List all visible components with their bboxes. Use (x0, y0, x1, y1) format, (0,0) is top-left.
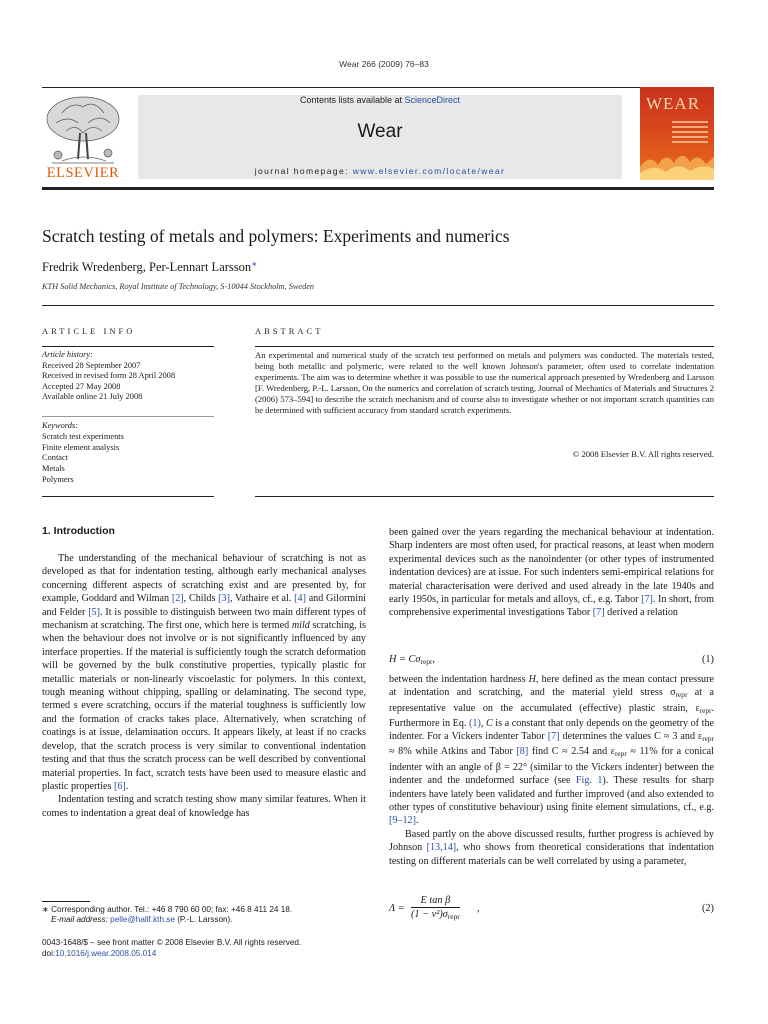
cover-text-lines (672, 121, 708, 146)
keyword-item: Finite element analysis (42, 442, 120, 452)
history-revised: Received in revised form 28 April 2008 (42, 371, 176, 381)
citation-link[interactable]: [6] (113, 780, 126, 792)
article-info-divider (42, 416, 214, 417)
homepage-prefix: journal homepage: (254, 166, 353, 176)
corresponding-author-note: ∗ Corresponding author. Tel.: +46 8 790 60 00; fax: +46 8 411 24 18. (42, 905, 293, 914)
title-rule (42, 305, 714, 306)
equation-fraction: E tan β $(1 - \nu^2)\sigma_{repr}$ (411, 895, 460, 921)
abstract-heading: ABSTRACT (255, 326, 324, 336)
cover-title: WEAR (646, 94, 701, 113)
keyword-item: Metals (42, 464, 65, 474)
abstract-copyright: © 2008 Elsevier B.V. All rights reserved. (572, 449, 714, 459)
citation-link[interactable]: [7] (547, 731, 560, 743)
abstract-rule-bottom (255, 496, 714, 497)
issn-line: 0043-1648/$ – see front matter © 2008 Elsevier B.V. All rights reserved. (42, 938, 302, 947)
citation-link[interactable]: [9–12] (389, 815, 416, 827)
journal-name: Wear (357, 121, 403, 142)
citation-link[interactable]: [7] (641, 594, 653, 606)
paragraph: Based partly on the above discussed results, further progress is achieved by Johnson [13,14], who shows from theoretical considerations that indentation testing on different materials can be well correlated by using a parameter, (389, 828, 714, 867)
footnote (42, 905, 366, 926)
author-affiliation: KTH Solid Mechanics, Royal Institute of Technology, S-10044 Stockholm, Sweden (42, 282, 315, 291)
doi-link[interactable]: 10.1016/j.wear.2008.05.014 (55, 948, 157, 958)
keyword-item: Polymers (42, 474, 74, 484)
keywords-list (42, 421, 214, 486)
history-accepted: Accepted 27 May 2008 (42, 381, 121, 391)
journal-cover-image (640, 87, 714, 180)
email-link[interactable]: pelle@hallf.kth.se (110, 915, 175, 925)
keyword-item: Scratch test experiments (42, 431, 124, 441)
journal-homepage-link[interactable]: www.elsevier.com/locate/wear (352, 166, 506, 176)
history-received: Received 28 September 2007 (42, 360, 141, 370)
issn-block (42, 938, 366, 959)
paragraph: been gained over the years regarding the mechanical behaviour at indentation. Sharp indenters are most often used, for practical reasons, at least when modern experimental devices such as the nanoindenter (or other types of instrumented indentation devices) are at issue. For such indenters semi-empirical relations for material characterisation were derived and used already in the late 1940s and early 1950s, in particular for metals and alloys, cf., e.g. Tabor [7]. In short, from comprehensive experimental investigations Tabor [7] derived a relation (389, 527, 714, 619)
publisher-wordmark: ELSEVIER (46, 165, 120, 181)
equation-number: (1) (701, 654, 714, 665)
citation-link[interactable]: [8] (516, 746, 529, 758)
journal-citation: Wear 266 (2009) 76–83 (339, 59, 429, 69)
citation-link[interactable]: [4] (294, 593, 306, 605)
history-label: Article history: (42, 350, 93, 359)
history-online: Available online 21 July 2008 (42, 392, 143, 402)
contents-line (138, 95, 622, 105)
citation-link[interactable]: [2] (171, 593, 184, 605)
equation-1: $H = C\sigma_{repr}$, (1) (389, 654, 714, 666)
doi-line: doi:10.1016/j.wear.2008.05.014 (42, 948, 157, 958)
journal-homepage-line (138, 166, 622, 176)
article-info-heading: ARTICLE INFO (42, 326, 136, 336)
figure-link[interactable]: Fig. 1 (575, 775, 603, 787)
paper-title: Scratch testing of metals and polymers: Experiments and numerics (42, 226, 510, 246)
section-heading: 1. Introduction (42, 525, 115, 537)
citation-link[interactable]: [5] (88, 606, 100, 618)
footnote-rule (42, 901, 90, 902)
paper-authors (42, 259, 257, 275)
equation-number: (2) (701, 903, 714, 914)
paragraph: between the indentation hardness H, here defined as the mean contact pressure at indentation and scratching, and the material yield stress $\sigma_{repr}$ at a representative value on the accumulated (effective) plastic strain, $\varepsilon_{repr}$. Furthermore in Eq. (1), C is a constant that only depends on the geometry of the indenter. For a Vickers indenter Tabor [7] determines the values C ≈ 3 and $\varepsilon_{repr} \approx 8\%$ while Atkins and Tabor [8] find C ≈ 2.54 and $\varepsilon_{repr} \approx 11\%$ for a conical indenter with an angle of β = 22° (similar to the Vickers indenter) between the indenter and the undeformed surface (see Fig. 1). These results for sharp indenters have lately been validated and further improved (and also extended to other types of constitutive behaviour) using finite element simulations, cf., e.g. [9–12]. (389, 674, 715, 827)
citation-link[interactable]: [3] (218, 593, 230, 605)
paragraph: The understanding of the mechanical behaviour of scratching is not as developed as that for indentation testing, although early mechanical analyses concerning different aspects of scratching exist and are presented by, for example, Goddard and Wilman [2], Childs [3], Vathaire et al. [4] and Gilormini and Felder [5]. It is possible to distinguish between two main different types of mechanism at scratching. The first one, which here is termed mild scratching, is when the behaviour does not involve or is not significantly influenced by any interface properties. If the material is sufficiently tough the scratch deformation will be governed by the bulk constitutive properties, typically plastic for metallic materials or non-linearly viscoelastic for polymers. In this context, tough meaning without chipping, spalling or delaminating. The second type, termed s evere scratching, occurs if the material toughness is sufficiently low and the formation of cracks takes place. Alternatively, when scratching of coatings is at issue, delamination occurs. It appears likely, at least if no cracks develop, that the scratch process is very similar to conventional indentation testing and that thus the scratch process can be well described by conventional material properties. In fact, scratch tests have been used to measure elastic and plastic properties [6]. (42, 553, 366, 792)
paragraph: Indentation testing and scratch testing show many similar features. When it comes to indentation a great deal of knowledge has (42, 794, 366, 819)
equation-link[interactable]: (1) (469, 717, 481, 729)
sciencedirect-link[interactable]: ScienceDirect (404, 95, 461, 105)
article-history (42, 350, 214, 403)
keyword-item: Contact (42, 453, 69, 463)
keywords-label: Keywords: (42, 421, 78, 430)
header-rule-bottom (42, 187, 714, 190)
right-column-body (389, 673, 714, 868)
citation-link[interactable]: [7] (592, 607, 605, 619)
left-column (42, 552, 366, 820)
header-rule-top (42, 87, 714, 88)
citation-link[interactable]: [13,14] (426, 842, 457, 854)
email-line: E-mail address: pelle@hallf.kth.se (P.-L. Larsson). (51, 915, 233, 925)
equation-2: Λ = E tan β $(1 - \nu^2)\sigma_{repr}$ , (2) (389, 895, 714, 921)
right-column-top (389, 526, 714, 620)
cover-artwork (640, 147, 714, 180)
contents-prefix: Contents lists available at (299, 95, 405, 105)
article-info-rule-bottom (42, 496, 214, 497)
article-info-rule (42, 346, 214, 347)
abstract-text: An experimental and numerical study of the scratch test performed on metals and polymers was conducted. The materials tested, being both metallic and polymeric, were related to the well known Johnson's parameter, often used to correlate indentation experiments. The aim was to determine whether it was possible to use the numerical approach presented by Wredenberg and Larsson [F. Wredenberg, P.-L. Larsson, On the numerics and correlation of scratch testing, Journal of Mechanics of Materials and Structures 2 (2006) 573–594] to describe the scratch mechanism and of course also to investigate whether or not important scratch quantities can be determined with sufficient accuracy from standard scratch experiments. (255, 350, 715, 416)
abstract-rule (255, 346, 714, 347)
corresponding-author-mark[interactable]: ∗ (251, 259, 258, 269)
author-names: Fredrik Wredenberg, Per-Lennart Larsson (42, 260, 252, 274)
